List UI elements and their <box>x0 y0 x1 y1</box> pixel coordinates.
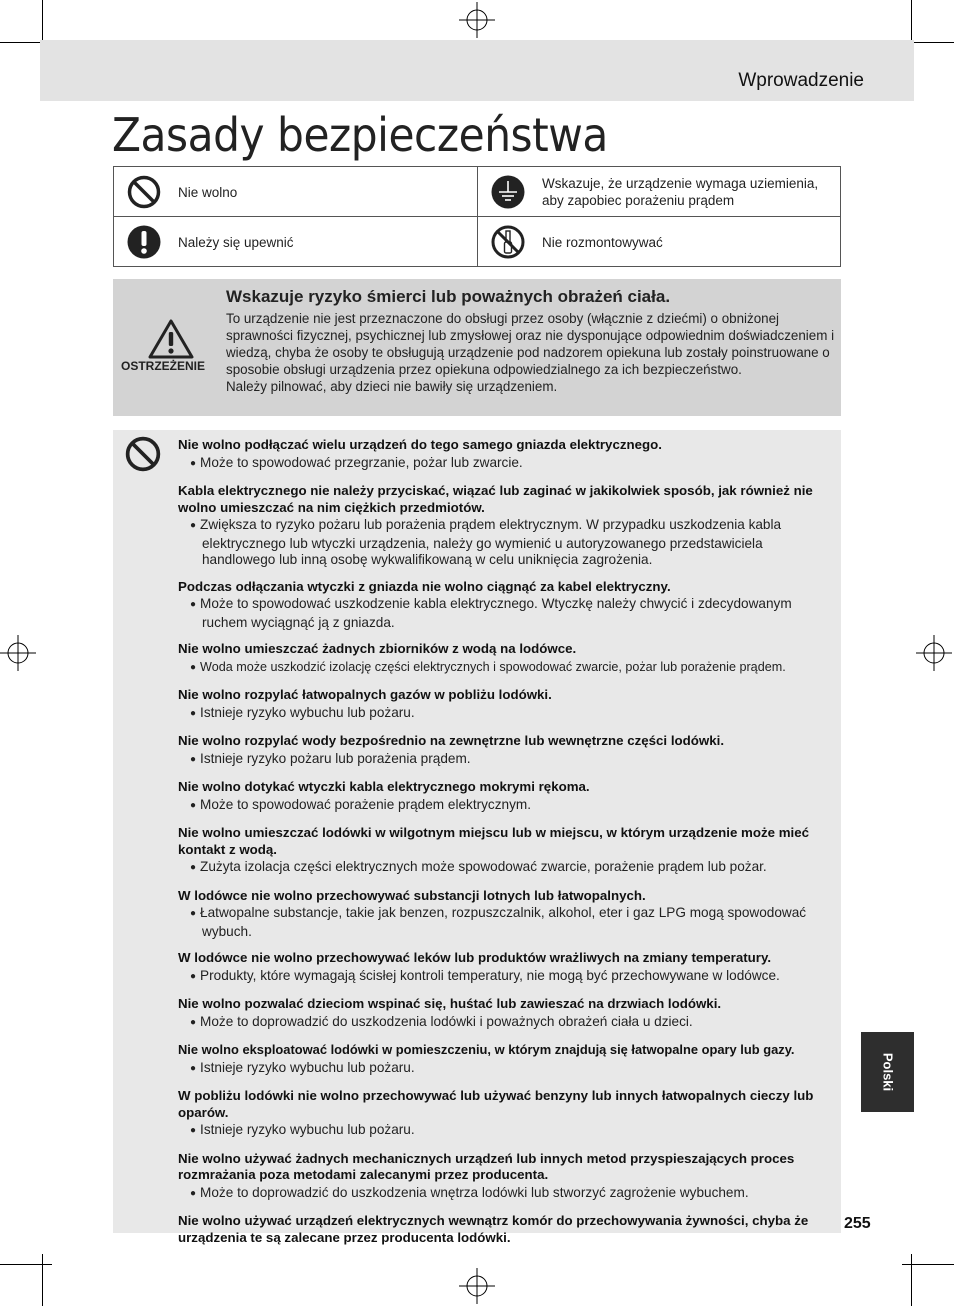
rule-item <box>178 1088 838 1141</box>
legend-cell-ground <box>478 167 842 217</box>
rule-heading: W lodówce nie wolno przechowywać leków lub produktów wrażliwych na zmiany temperatury. <box>178 950 772 965</box>
rule-item <box>178 1151 838 1204</box>
rules-list <box>178 437 838 1256</box>
language-tab[interactable] <box>861 1032 914 1112</box>
rule-bullet: ● Istnieje ryzyko pożaru lub porażenia prądem. <box>178 751 838 770</box>
prohibitions-box <box>113 430 841 1245</box>
header-band <box>40 40 914 101</box>
rule-bullet: ● Istnieje ryzyko wybuchu lub pożaru. <box>178 1122 838 1141</box>
rule-bullet: ● Łatwopalne substancje, takie jak benzen, rozpuszczalnik, alkohol, eter i gaz LPG mogą spowodować wybuch. <box>178 905 838 940</box>
warning-triangle-icon <box>147 318 195 360</box>
legend-text: Należy się upewnić <box>178 234 294 250</box>
registration-mark <box>459 1268 495 1304</box>
warning-paragraph: To urządzenie nie jest przeznaczone do obsługi przez osoby (włącznie z dziećmi) o obniżonej sprawności fizycznej, psychicznej lub zmysłowej oraz nie dysponujące odpowiednim doświadczeniem i wiedzą, chyba że osoby te obsługują urządzenie pod nadzorem opiekuna lub zostały poinstruowane o sposobie obsługi urządzenia przez opiekuna odpowiedzialnego za ich bezpieczeństwo. <box>226 311 835 377</box>
rule-heading: Nie wolno dotykać wtyczki kabla elektrycznego mokrymi rękoma. <box>178 779 590 794</box>
rule-bullet: ● Może to spowodować uszkodzenie kabla elektrycznego. Wtyczkę należy chwycić i zdecydowanym ruchem wyciągnąć ją z gniazda. <box>178 596 838 631</box>
rule-bullet: ● Woda może uszkodzić izolację części elektrycznych i spowodować zwarcie, pożar lub porażenie prądem. <box>178 659 838 678</box>
warning-label: OSTRZEŻENIE <box>121 359 206 373</box>
legend-text: Nie wolno <box>178 184 238 200</box>
crop-mark <box>42 1254 43 1306</box>
rule-bullet: ● Zwiększa to ryzyko pożaru lub porażenia prądem elektrycznym. W przypadku uszkodzenia kabla elektrycznego lub wtyczki urządzenia, należy go wymienić u autoryzowanego przedstawiciela handlowego lub inną osobę wykwalifikowaną w celu uniknięcia zagrożenia. <box>178 517 838 569</box>
rule-item <box>178 483 838 569</box>
rule-heading: Nie wolno rozpylać wody bezpośrednio na zewnętrzne lub wewnętrzne części lodówki. <box>178 733 725 748</box>
rule-item <box>178 1213 838 1246</box>
rule-item <box>178 579 838 632</box>
no-disassembly-icon <box>491 225 525 259</box>
rule-heading: Nie wolno rozpylać łatwopalnych gazów w pobliżu lodówki. <box>178 687 552 702</box>
rule-bullet: ● Zużyta izolacja części elektrycznych może spowodować zwarcie, porażenie prądem lub pożar. <box>178 859 838 878</box>
symbol-legend <box>113 166 841 267</box>
rule-item <box>178 779 838 815</box>
legend-text: Wskazuje, że urządzenie wymaga uziemienia, aby zapobiec porażeniu prądem <box>542 176 819 208</box>
rule-heading: Nie wolno umieszczać lodówki w wilgotnym miejscu lub w miejscu, w którym urządzenie może mieć kontakt z wodą. <box>178 825 810 857</box>
rule-heading: Nie wolno podłączać wielu urządzeń do tego samego gniazda elektrycznego. <box>178 437 662 452</box>
rule-heading: Nie wolno używać żadnych mechanicznych urządzeń lub innych metod przyspieszających proces rozmrażania poza metodami zalecanymi przez producenta. <box>178 1150 795 1182</box>
rule-item <box>178 641 838 677</box>
prohibition-icon <box>127 175 161 209</box>
rule-bullet: ● Może to doprowadzić do uszkodzenia lodówki i poważnych obrażeń ciała u dzieci. <box>178 1014 838 1033</box>
rule-heading: Kabla elektrycznego nie należy przyciskać, wiązać lub zaginać w jakikolwiek sposób, jak również nie wolno umieszczać na nim ciężkich przedmiotów. <box>178 483 813 515</box>
registration-mark <box>0 635 36 671</box>
rule-heading: Nie wolno eksploatować lodówki w pomieszczeniu, w którym znajdują się łatwopalne opary lub gazy. <box>178 1042 795 1057</box>
rule-heading: Nie wolno umieszczać żadnych zbiorników z wodą na lodówce. <box>178 641 577 656</box>
warning-heading: Wskazuje ryzyko śmierci lub poważnych obrażeń ciała. <box>226 287 671 306</box>
prohibition-icon <box>125 436 161 472</box>
legend-cell-prohibition <box>114 167 478 217</box>
registration-mark <box>459 2 495 38</box>
rule-heading: W lodówce nie wolno przechowywać substancji lotnych lub łatwopalnych. <box>178 887 646 903</box>
rule-item <box>178 996 838 1032</box>
rule-item <box>178 437 838 473</box>
crop-mark <box>0 1264 52 1265</box>
warning-text <box>226 310 836 395</box>
registration-mark <box>916 635 952 671</box>
section-label: Wprowadzenie <box>738 70 864 91</box>
warning-box <box>113 279 841 416</box>
rule-bullet: ● Może to spowodować porażenie prądem elektrycznym. <box>178 797 838 816</box>
rule-item <box>178 950 838 986</box>
page-number: 255 <box>844 1215 871 1232</box>
language-tab-label: Polski <box>880 1052 895 1092</box>
warning-paragraph: Należy pilnować, aby dzieci nie bawiły się urządzeniem. <box>226 379 558 394</box>
crop-mark <box>911 1254 912 1306</box>
legend-cell-exclamation <box>114 217 478 267</box>
rule-bullet: ● Może to spowodować przegrzanie, pożar lub zwarcie. <box>178 455 838 474</box>
rule-bullet: ● Może to doprowadzić do uszkodzenia wnętrza lodówki lub stworzyć zagrożenie wybuchem. <box>178 1185 838 1204</box>
rule-bullet: ● Istnieje ryzyko wybuchu lub pożaru. <box>178 705 838 724</box>
crop-mark <box>902 1264 954 1265</box>
page-title: Zasady bezpieczeństwa <box>112 108 608 162</box>
rule-item <box>178 888 838 941</box>
legend-text: Nie rozmontowywać <box>542 234 663 250</box>
ground-icon <box>491 175 525 209</box>
exclamation-icon <box>127 225 161 259</box>
rule-item <box>178 687 838 723</box>
rule-item <box>178 733 838 769</box>
rule-item <box>178 825 838 878</box>
legend-cell-no-disassembly <box>478 217 842 267</box>
rule-heading: Nie wolno używać urządzeń elektrycznych wewnątrz komór do przechowywania żywności, chyba że urządzenia te są zalecane przez producenta lodówki. <box>178 1213 809 1245</box>
rule-item <box>178 1042 838 1078</box>
rule-bullet: ● Produkty, które wymagają ścisłej kontroli temperatury, nie mogą być przechowywane w lodówce. <box>178 968 838 987</box>
rule-heading: Nie wolno pozwalać dzieciom wspinać się, huśtać lub zawieszać na drzwiach lodówki. <box>178 996 722 1011</box>
rule-bullet: ● Istnieje ryzyko wybuchu lub pożaru. <box>178 1060 838 1079</box>
rule-heading: Podczas odłączania wtyczki z gniazda nie wolno ciągnąć za kabel elektryczny. <box>178 578 671 594</box>
rule-heading: W pobliżu lodówki nie wolno przechowywać lub używać benzyny lub innych łatwopalnych cieczy lub oparów. <box>178 1088 814 1120</box>
